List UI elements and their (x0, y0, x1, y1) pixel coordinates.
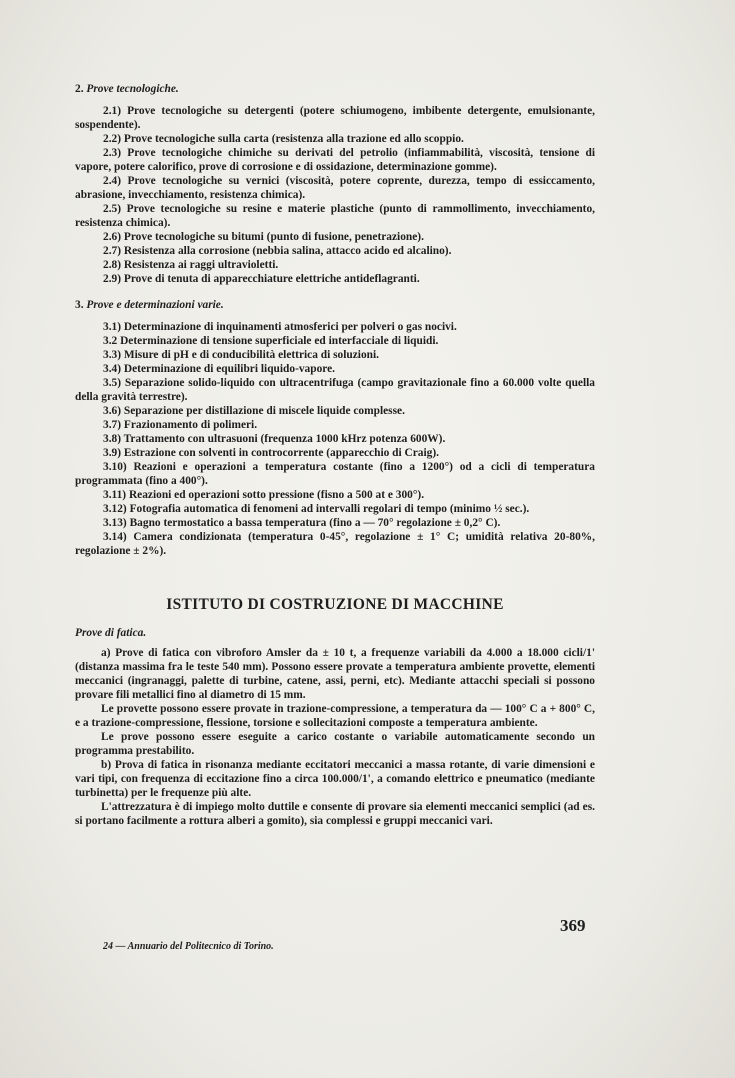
section-3-title: Prove e determinazioni varie. (86, 299, 224, 311)
list-item: 2.4) Prove tecnologiche su vernici (viscosità, potere coprente, durezza, tempo di essiccamento, abrasione, invecchiamento, resistenza chimica). (75, 175, 595, 201)
list-item: 3.8) Trattamento con ultrasuoni (frequenza 1000 kHrz potenza 600W). (103, 433, 446, 445)
paragraph: L'attrezzatura è di impiego molto duttile e consente di provare sia elementi meccanici semplici (ad es. si portano facilmente a rottura alberi a gomito), sia complessi e gruppi meccanici vari. (75, 801, 595, 827)
list-item: 3.10) Reazioni e operazioni a temperatura costante (fino a 1200°) od a cicli di temperatura programmata (fino a 400°). (75, 461, 595, 487)
section-2-title: Prove tecnologiche. (86, 83, 179, 95)
list-item: 3.3) Misure di pH e di conducibilità elettrica di soluzioni. (103, 349, 380, 361)
page-content (75, 82, 595, 828)
list-item: 2.3) Prove tecnologiche chimiche su derivati del petrolio (infiammabilità, viscosità, tensione di vapore, potere calorifico, prove di corrosione e di ossidazione, determinazione gomme). (75, 147, 595, 173)
list-item: 3.9) Estrazione con solventi in controcorrente (apparecchio di Craig). (103, 447, 439, 459)
section-3-number: 3. (75, 299, 84, 311)
list-item: 2.1) Prove tecnologiche su detergenti (potere schiumogeno, imbibente detergente, emulsionante, sospendente). (75, 105, 595, 131)
section-3-heading (75, 298, 595, 312)
list-item: 3.14) Camera condizionata (temperatura 0-45°, regolazione ± 1° C; umidità relativa 20-80%, regolazione ± 2%). (75, 531, 595, 557)
paragraph: Le provette possono essere provate in trazione-compressione, a temperatura da — 100° C a + 800° C, e a trazione-compressione, flessione, torsione e sollecitazioni composte a temperatura ambiente. (75, 703, 595, 729)
list-item: 3.4) Determinazione di equilibri liquido-vapore. (103, 363, 336, 375)
list-item: 3.5) Separazione solido-liquido con ultracentrifuga (campo gravitazionale fino a 60.000 volte quella della gravità terrestre). (75, 377, 595, 403)
list-item: 3.1) Determinazione di inquinamenti atmosferici per polveri o gas nocivi. (103, 321, 457, 333)
list-item: 2.8) Resistenza ai raggi ultravioletti. (103, 259, 279, 271)
list-item: 3.11) Reazioni ed operazioni sotto pressione (fisno a 500 at e 300°). (103, 489, 425, 501)
list-item: 3.6) Separazione per distillazione di miscele liquide complesse. (103, 405, 405, 417)
list-item: 2.7) Resistenza alla corrosione (nebbia salina, attacco acido ed alcalino). (103, 245, 452, 257)
list-item: 2.2) Prove tecnologiche sulla carta (resistenza alla trazione ed allo scoppio. (103, 133, 464, 145)
section-2-heading (75, 82, 595, 96)
paragraph: a) Prove di fatica con vibroforo Amsler da ± 10 t, a frequenze variabili da 4.000 a 18.000 cicli/1' (distanza massima fra le teste 540 mm). Possono essere provate a temperatura ambiente provette, elementi meccanici (ingranaggi, palette di turbine, catene, assi, perni, etc). Mediante attacchi speciali si possono provare fili metallici fino al diametro di 15 mm. (75, 647, 595, 701)
section-2-number: 2. (75, 83, 84, 95)
list-item: 3.7) Frazionamento di polimeri. (103, 419, 258, 431)
paragraph: b) Prova di fatica in risonanza mediante eccitatori meccanici a massa rotante, di varie dimensioni e vari tipi, con frequenza di eccitazione fino a circa 100.000/1', a comando elettrico e pneumatico (mediante turbinetta) per le frequenze più alte. (75, 759, 595, 799)
footer-note: 24 — Annuario del Politecnico di Torino. (103, 941, 274, 952)
page-number: 369 (560, 916, 586, 935)
institute-title: ISTITUTO DI COSTRUZIONE DI MACCHINE (166, 596, 504, 613)
list-item: 2.6) Prove tecnologiche su bitumi (punto di fusione, penetrazione). (103, 231, 424, 243)
paragraph: Le prove possono essere eseguite a carico costante o variabile automaticamente secondo un programma prestabilito. (75, 731, 595, 757)
list-item: 2.5) Prove tecnologiche su resine e materie plastiche (punto di rammollimento, invecchiamento, resistenza chimica). (75, 203, 595, 229)
list-item: 3.13) Bagno termostatico a bassa temperatura (fino a — 70° regolazione ± 0,2° C). (103, 517, 501, 529)
list-item: 2.9) Prove di tenuta di apparecchiature elettriche antideflagranti. (103, 273, 420, 285)
fatigue-heading: Prove di fatica. (75, 627, 147, 639)
list-item: 3.2 Determinazione di tensione superficiale ed interfacciale di liquidi. (103, 335, 439, 347)
list-item: 3.12) Fotografia automatica di fenomeni ad intervalli regolari di tempo (minimo ½ sec.). (103, 503, 530, 515)
